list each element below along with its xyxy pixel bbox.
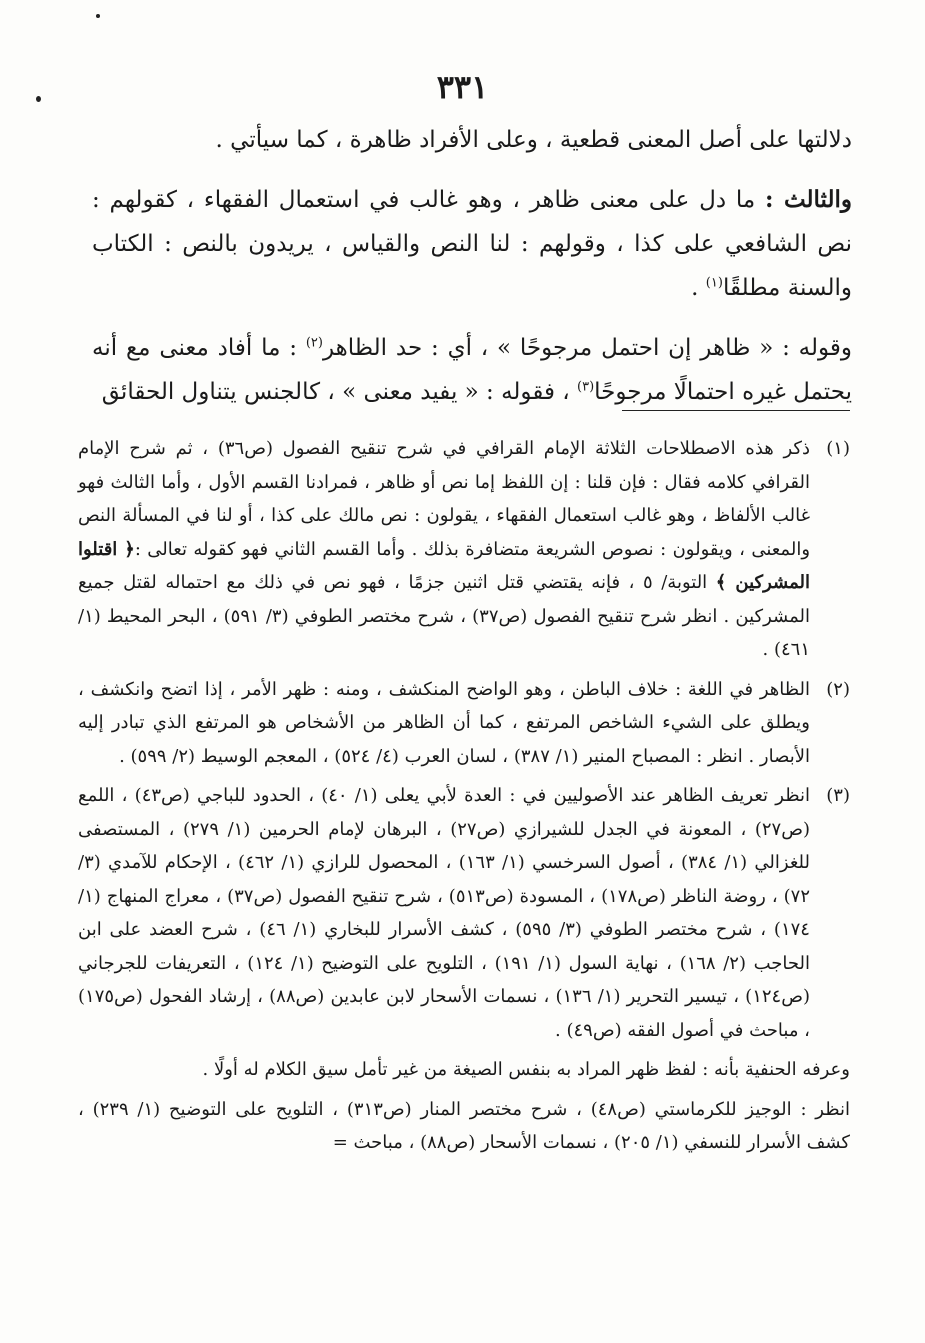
paragraph-text: . (691, 275, 706, 301)
footnote-ref[interactable]: (٣) (577, 379, 595, 395)
page-number: ٣٣١ (436, 68, 489, 106)
paragraph (92, 326, 852, 414)
footnote-ref[interactable]: (١) (705, 275, 723, 291)
footnote (78, 673, 850, 774)
term-heading: والثالث : (765, 186, 853, 213)
main-text (92, 118, 852, 430)
footnote-continuation: انظر : الوجيز للكرماستي (ص٤٨) ، شرح مختصر المنار (ص٣١٣) ، التلويح على التوضيح (١/ ٢٣٩) ، كشف الأسرار للنسفي (١/ ٢٠٥) ، نسمات الأسحار (ص٨٨) ، مباحث = (78, 1098, 850, 1153)
paragraph (92, 178, 852, 310)
footnote (78, 779, 850, 1047)
paragraph-text: ما دل على معنى ظاهر ، وهو غالب في استعمال الفقهاء ، كقولهم : نص الشافعي على كذا ، وقولهم : لنا النص والقياس ، يريدون بالنص : الكتاب والسنة مطلقًا (92, 187, 852, 301)
footnote-ref[interactable]: (٢) (305, 335, 323, 351)
footnote-text (78, 432, 810, 667)
footnote-text-part: ذكر هذه الاصطلاحات الثلاثة الإمام القرافي في شرح تنقيح الفصول (ص٣٦) ، ثم شرح الإمام القرافي كلامه فقال : فإن قلنا : إن اللفظ إما نص أو ظاهر ، فمرادنا القسم الأول ، وأما الثالث فهو غالب الألفاظ ، وهو غالب استعمال الفقهاء ، يقولون : نص مالك على كذا ، أو لنا في المسألة النص والمعنى ، ويقولون : نصوص الشريعة متضافرة بذلك . وأما القسم الثاني فهو كقوله تعالى : (78, 438, 811, 560)
footnote-number: (٣) (826, 785, 850, 806)
scan-speck (96, 14, 100, 18)
footnote-text: انظر تعريف الظاهر عند الأصوليين في : العدة لأبي يعلى (١/ ٤٠) ، الحدود للباجي (ص٤٣) ، اللمع (ص٢٧) ، المعونة في الجدل للشيرازي (ص٢٧) ، البرهان لإمام الحرمين (١/ ٢٧٩) ، المستصفى للغزالي (١/ ٣٨٤) ، أصول السرخسي (١/ ١٦٣) ، المحصول للرازي (١/ ٤٦٢) ، الإحكام للآمدي (٣/ ٧٢) ، روضة الناظر (ص١٧٨) ، المسودة (ص٥١٣) ، شرح تنقيح الفصول (ص٣٧) ، معراج المنهاج (١/ ١٧٤) ، شرح مختصر الطوفي (٣/ ٥٩٥) ، كشف الأسرار للبخاري (١/ ٤٦) ، شرح العضد على ابن الحاجب (٢/ ١٦٨) ، نهاية السول (١/ ١٩١) ، التلويح على التوضيح (١/ ١٢٤) ، التعريفات للجرجاني (ص١٢٤) ، تيسير التحرير (١/ ١٣٦) ، نسمات الأسحار لابن عابدين (ص٨٨) ، إرشاد الفحول (ص١٧٥) ، مباحث في أصول الفقه (ص٤٩) . (78, 785, 811, 1041)
footnotes (78, 432, 850, 1166)
paragraph (92, 118, 852, 162)
footnote-text: الظاهر في اللغة : خلاف الباطن ، وهو الواضح المنكشف ، ومنه : ظهر الأمر ، إذا اتضح وانكشف ، ويطلق على الشيء الشاخص المرتفع ، كما أن الظاهر من الأشخاص هو المرتفع الذي تبادر إليه الأبصار . انظر : المصباح المنير (١/ ٣٨٧) ، لسان العرب (٤/ ٥٢٤) ، المعجم الوسيط (٢/ ٥٩٩) . (78, 678, 810, 767)
footnote-text-part: التوبة/ ٥ ، فإنه يقتضي قتل اثنين جزمًا ، فهو نص في ذلك مع احتماله لقتل جميع المشركين . انظر شرح تنقيح الفصول (ص٣٧) ، شرح مختصر الطوفي (٣/ ٥٩١) ، البحر المحيط (١/ ٤٦١) . (78, 572, 810, 660)
footnote-separator (622, 410, 850, 411)
footnote (78, 432, 850, 667)
footnote-number: (٢) (826, 678, 850, 700)
paragraph-text: : ما أفاد معنى مع أنه يحتمل غيره احتمالًا مرجوحًا (92, 335, 852, 405)
footnote-continuation: وعرفه الحنفية بأنه : لفظ ظهر المراد به بنفس الصيغة من غير تأمل سيق الكلام له أولًا . (202, 1059, 850, 1080)
footnote-number: (١) (826, 438, 850, 459)
paragraph-text: دلالتها على أصل المعنى قطعية ، وعلى الأفراد ظاهرة ، كما سيأتي . (215, 127, 852, 153)
paragraph-text: ، فقوله : « يفيد معنى » ، كالجنس يتناول الحقائق (101, 379, 577, 405)
paragraph-text: وقوله : « ظاهر إن احتمل مرجوحًا » ، أي : حد الظاهر (322, 335, 852, 361)
quran-verse: ﴿ اقتلوا المشركين ﴾ (78, 538, 810, 593)
